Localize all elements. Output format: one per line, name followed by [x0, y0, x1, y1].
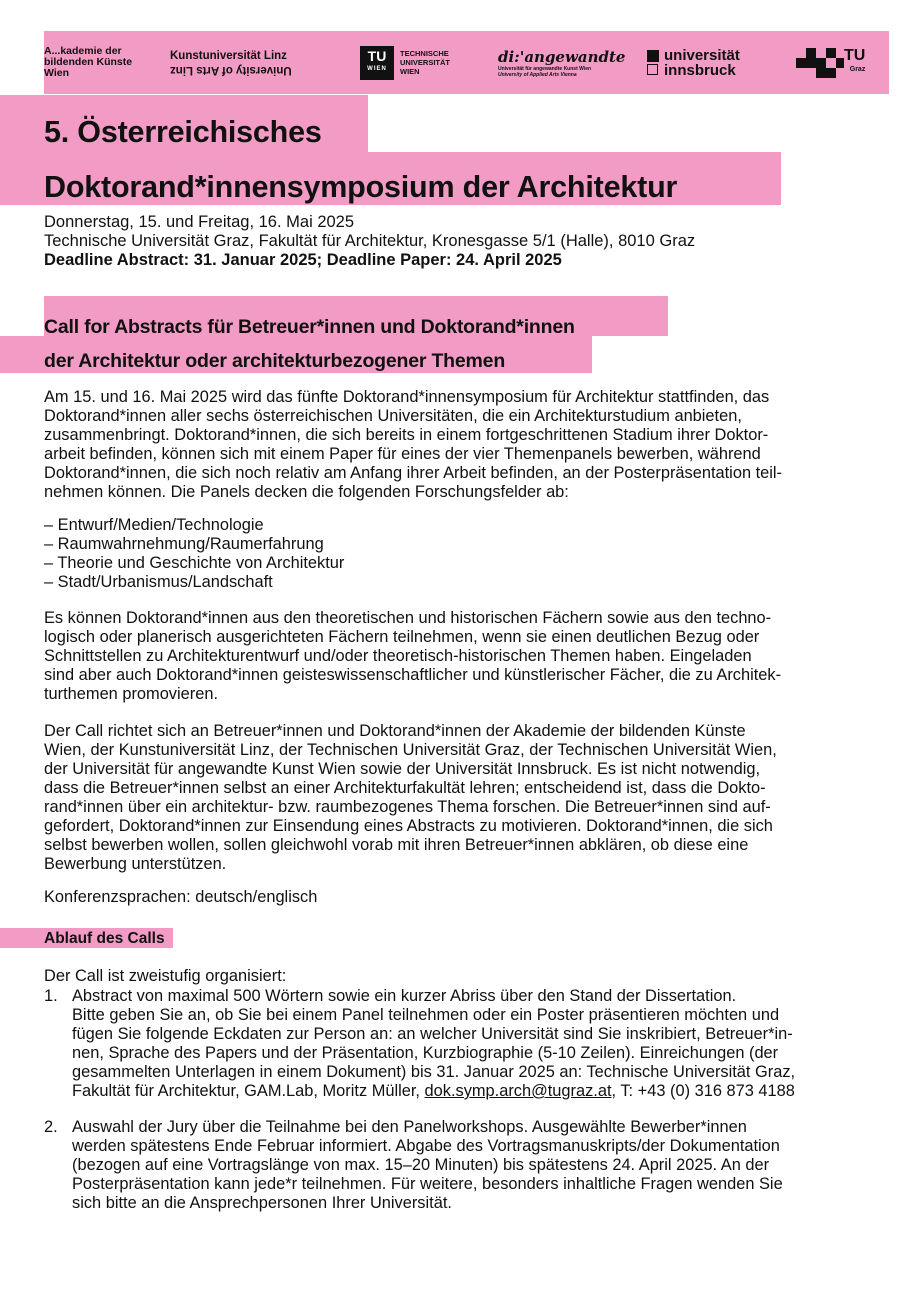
event-venue: Technische Universität Graz, Fakultät für Architektur, Kronesgasse 5/1 (Halle), 8010 Graz	[44, 232, 696, 250]
item-2-number: 2.	[44, 1118, 58, 1136]
innsbruck-mark-icon	[647, 50, 659, 75]
title-line-1: 5. Österreichisches	[44, 115, 322, 149]
tu-graz-blocks-icon	[796, 48, 844, 78]
logo-band	[44, 31, 889, 94]
research-fields-list	[44, 516, 344, 592]
eligibility-paragraph: Es können Doktorand*innen aus den theoretischen und historischen Fächern sowie aus den techno- logisch oder planerisch ausgerichteten Fächern teilnehmen, wenn sie einen deutlichen Bezug oder Schnittstellen zu Architekturentwurf und/oder theoretisch-historischen Themen haben. Eingeladen sind aber auch Doktorand*innen geisteswissenschaftlicher und künstlerischer Fächer, die zu Architek- turthemen promovieren.	[44, 609, 782, 703]
tu-wien-mark: TU WIEN	[360, 46, 394, 80]
uni-innsbruck-logo: universität innsbruck	[647, 31, 740, 94]
list-item: – Theorie und Geschichte von Architektur	[44, 554, 345, 572]
tu-wien-logo: TU WIEN TECHNISCHE UNIVERSITÄT WIEN	[360, 31, 450, 94]
list-item: – Stadt/Urbanismus/Landschaft	[44, 573, 273, 591]
akademie-logo: A...kademie der bildenden Künste Wien	[44, 45, 133, 79]
angewandte-logo: di:'angewandte Universität für angewandte Kunst Wien University of Applied Arts Vienna	[498, 47, 626, 78]
event-date: Donnerstag, 15. und Freitag, 16. Mai 2025	[44, 213, 355, 231]
conference-languages: Konferenzsprachen: deutsch/englisch	[44, 888, 318, 906]
title-line-2: Doktorand*innensymposium der Architektur	[44, 170, 678, 204]
target-paragraph: Der Call richtet sich an Betreuer*innen und Doktorand*innen der Akademie der bildenden Künste Wien, der Kunstuniversität Linz, der Technischen Universität Graz, der Technischen Universität Wien, der Universität für angewandte Kunst Wien sowie der Universität Innsbruck. Es ist nicht notwendig, dass die Betreuer*innen selbst an einer Architekturfakultät lehren; entscheidend ist, dass die Dokto- rand*innen über ein architektur- bzw. raumbezogenes Thema forschen. Die Betreuer*innen sind auf- gefordert, Doktorand*innen zur Einsendung eines Abstracts zu motivieren. Doktorand*innen, die sich selbst bewerben wollen, sollen gleichwohl vorab mit ihren Betreuer*innen abklären, ob diese eine Bewerbung unterstützen.	[44, 722, 777, 873]
tu-graz-logo: TU Graz	[796, 31, 865, 94]
ablauf-heading: Ablauf des Calls	[44, 930, 165, 947]
ablauf-item-1: Abstract von maximal 500 Wörtern sowie ein kurzer Abriss über den Stand der Dissertation. Bitte geben Sie an, ob Sie bei einem Panel teilnehmen oder ein Poster präsentieren möchten und fügen Sie folgende Eckdaten zur Person an: an welcher Universität sind Sie inskribiert, Betreuer*in- nen, Sprache des Papers und der Präsentation, Kurzbiographie (5-10 Zeilen). Einreichungen (der gesammelten Unterlagen in einem Dokument) bis 31. Januar 2025 an: Technische Universität Graz, Fakultät für Architektur, GAM.Lab, Moritz Müller, dok.symp.arch@tugraz.at, T: +43 (0) 316 873 4188	[72, 987, 796, 1100]
call-heading-line-1: Call for Abstracts für Betreuer*innen und Doktorand*innen	[44, 316, 575, 338]
list-item: – Entwurf/Medien/Technologie	[44, 516, 264, 534]
ablauf-intro: Der Call ist zweistufig organisiert:	[44, 967, 287, 985]
contact-email-link[interactable]: dok.symp.arch@tugraz.at	[424, 1082, 612, 1100]
list-item: – Raumwahrnehmung/Raumerfahrung	[44, 535, 324, 553]
item-1-number: 1.	[44, 987, 58, 1005]
ablauf-item-2: Auswahl der Jury über die Teilnahme bei den Panelworkshops. Ausgewählte Bewerber*innen werden spätestens Ende Februar informiert. Abgabe des Vortragsmanuskripts/der Dokumentation (bezogen auf eine Vortragslänge von max. 15–20 Minuten) bis spätestens 24. April 2025. An der Posterpräsentation kann jede*r teilnehmen. Für weitere, besonders inhaltliche Fragen wenden Sie sich bitte an die Ansprechpersonen Ihrer Universität.	[72, 1118, 783, 1212]
intro-paragraph: Am 15. und 16. Mai 2025 wird das fünfte Doktorand*innensymposium für Architektur stattfinden, das Doktorand*innen aller sechs österreichischen Universitäten, die ein Architekturstudium anbieten, zusammenbringt. Doktorand*innen, die sich bereits in einem fortgeschrittenen Stadium ihrer Doktor- arbeit befinden, können sich mit einem Paper für eines der vier Themenpanels bewerben, während Doktorand*innen, die sich noch relativ am Anfang ihrer Arbeit befinden, an der Posterpräsentation teil- nehmen können. Die Panels decken die folgenden Forschungsfelder ab:	[44, 388, 783, 501]
kunstuni-linz-logo: Kunstuniversität Linz University of Arts Linz	[170, 49, 292, 76]
event-deadlines: Deadline Abstract: 31. Januar 2025; Deadline Paper: 24. April 2025	[44, 251, 562, 269]
call-heading-line-2: der Architektur oder architekturbezogener Themen	[44, 350, 506, 372]
